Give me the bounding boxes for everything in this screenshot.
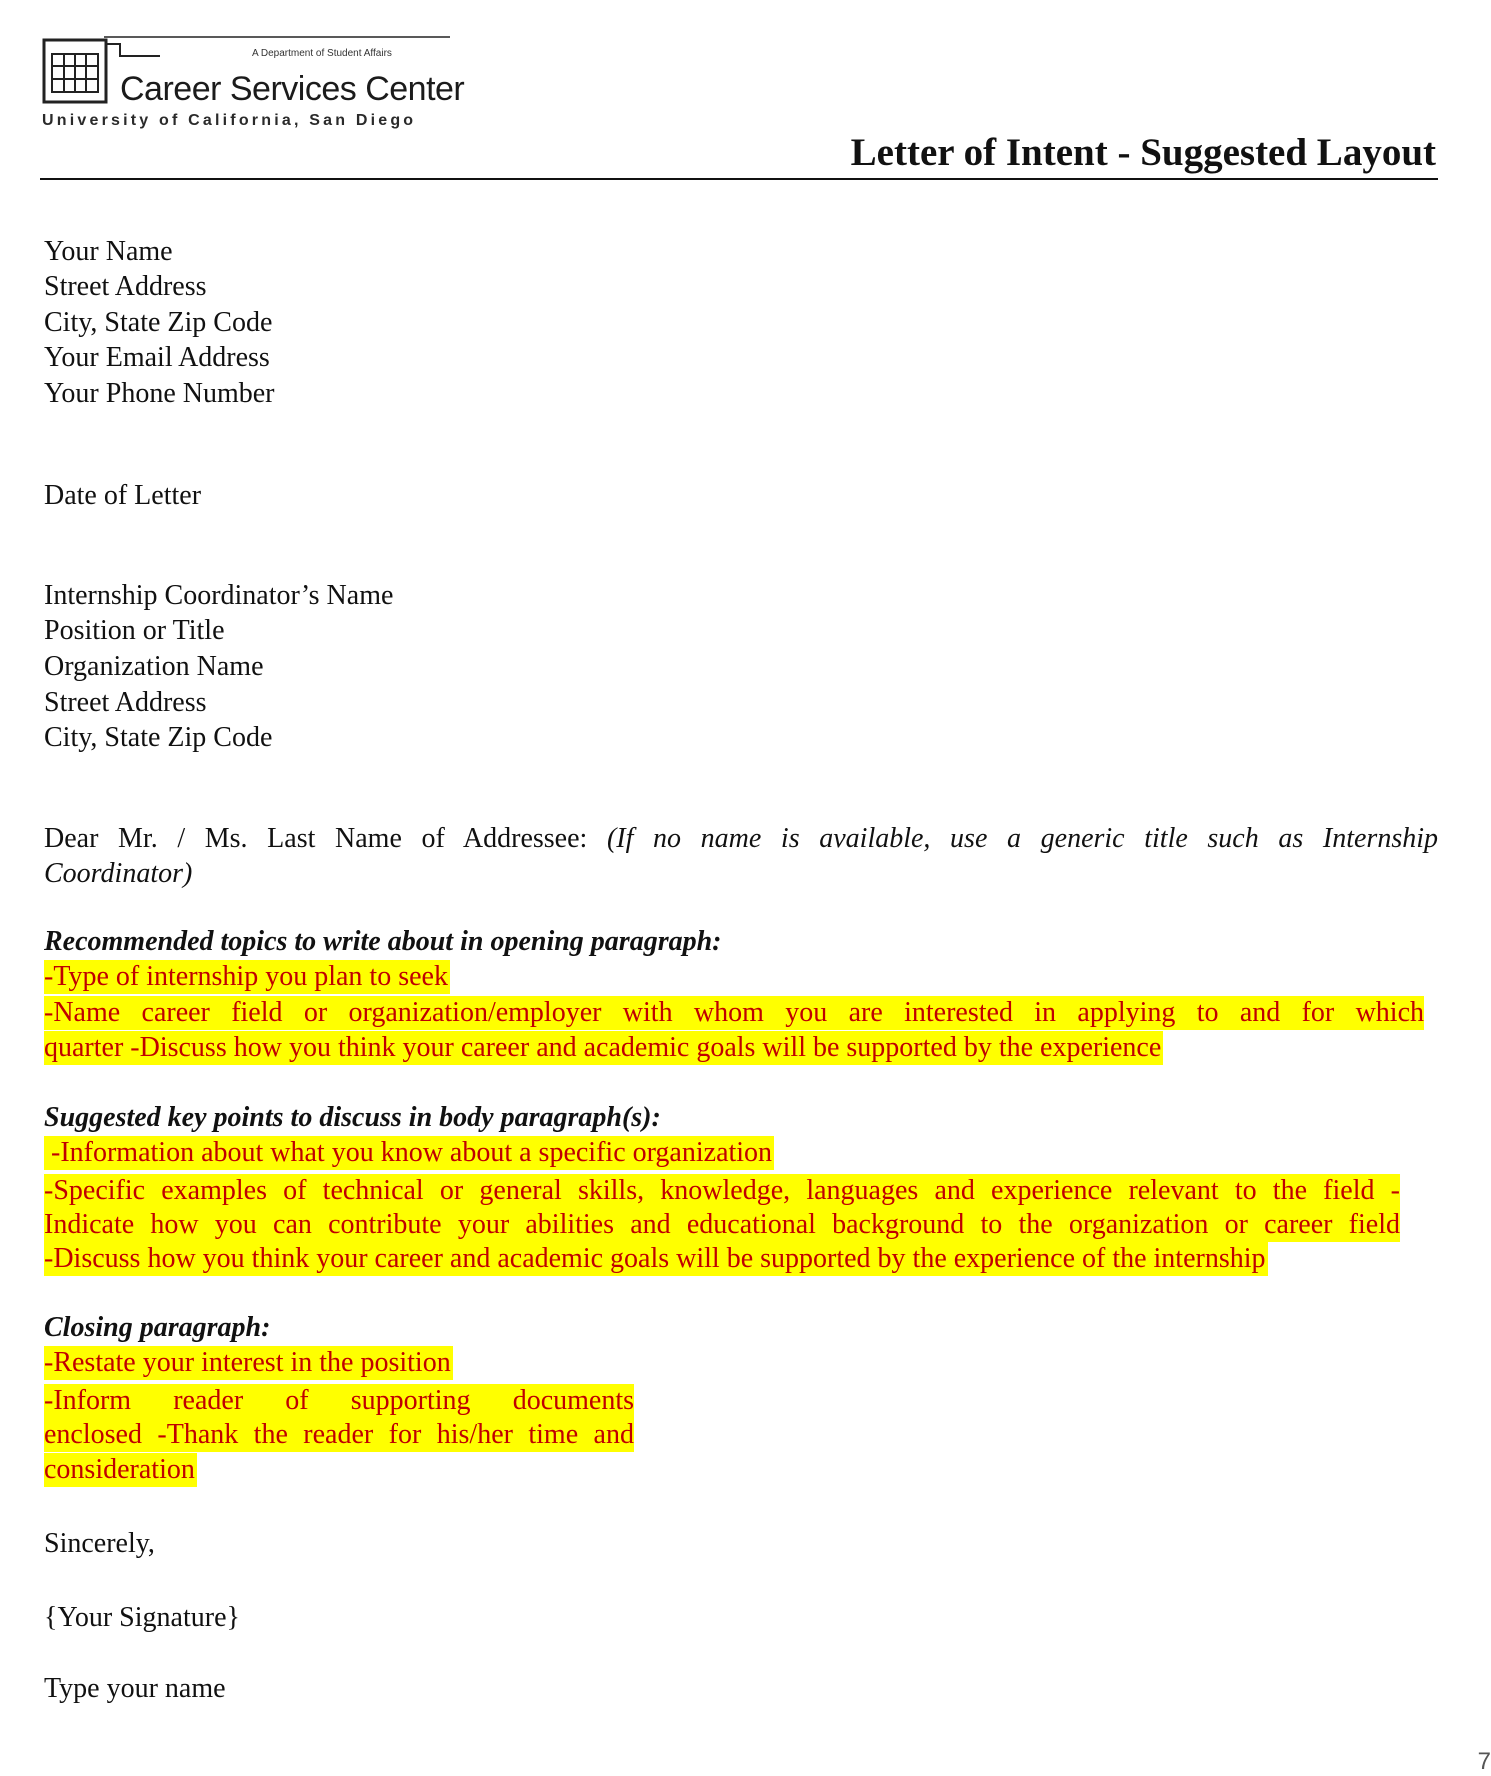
- sender-city: City, State Zip Code: [44, 307, 273, 338]
- closing-item: -Inform reader of supporting documents: [44, 1385, 634, 1416]
- recipient-position: Position or Title: [44, 615, 225, 646]
- letter-date: Date of Letter: [44, 480, 202, 511]
- closing-item: enclosed -Thank the reader for his/her time and: [44, 1419, 634, 1450]
- salutation-note: (If no name is available, use a generic title such as Internship: [606, 823, 1438, 854]
- recipient-city: City, State Zip Code: [44, 722, 273, 753]
- logo-center-name: Career Services Center: [120, 70, 465, 108]
- salutation-note-continued: Coordinator): [44, 858, 193, 889]
- title-divider: [40, 178, 1438, 180]
- opening-heading: Recommended topics to write about in opening paragraph:: [44, 926, 722, 957]
- highlighted-text: quarter -Discuss how you think your career and academic goals will be supported by the experience: [44, 1032, 1162, 1063]
- highlighted-text: -Restate your interest in the position: [44, 1347, 451, 1378]
- closing-salutation: Sincerely,: [44, 1528, 155, 1559]
- closing-heading: Closing paragraph:: [44, 1312, 271, 1343]
- logo-department-text: A Department of Student Affairs: [252, 48, 392, 59]
- body-item: [44, 1242, 1268, 1276]
- signature-placeholder: {Your Signature}: [44, 1602, 240, 1633]
- highlighted-text: -Discuss how you think your career and academic goals will be supported by the experience of the internship: [44, 1243, 1266, 1274]
- salutation-text: Dear Mr. / Ms. Last Name of Addressee:: [44, 823, 607, 854]
- sender-email: Your Email Address: [44, 342, 270, 373]
- closing-item: [44, 1453, 197, 1487]
- closing-item: [44, 1346, 453, 1380]
- body-heading: Suggested key points to discuss in body paragraph(s):: [44, 1102, 661, 1133]
- highlighted-text: -Type of internship you plan to seek: [44, 961, 448, 992]
- recipient-street: Street Address: [44, 687, 207, 718]
- recipient-name: Internship Coordinator’s Name: [44, 580, 394, 611]
- body-item: [44, 1136, 774, 1170]
- page-number: 7: [1477, 1748, 1491, 1775]
- sender-name: Your Name: [44, 236, 173, 267]
- opening-item: [44, 960, 450, 994]
- sender-street: Street Address: [44, 271, 207, 302]
- typed-name-placeholder: Type your name: [44, 1673, 226, 1704]
- body-item: -Specific examples of technical or general skills, knowledge, languages and experience relevant to the field -: [44, 1175, 1400, 1206]
- page-title: Letter of Intent - Suggested Layout: [850, 131, 1436, 174]
- logo-university: University of California, San Diego: [42, 112, 417, 129]
- highlighted-text: consideration: [44, 1454, 195, 1485]
- career-services-logo: [42, 34, 465, 134]
- body-item: Indicate how you can contribute your abilities and educational background to the organization or career field: [44, 1209, 1400, 1240]
- recipient-organization: Organization Name: [44, 651, 264, 682]
- opening-item: [44, 1031, 1163, 1065]
- highlighted-text: -Information about what you know about a specific organization: [44, 1137, 773, 1168]
- opening-item: -Name career field or organization/employer with whom you are interested in applying to and for which: [44, 997, 1424, 1028]
- sender-phone: Your Phone Number: [44, 378, 275, 409]
- salutation-line: [44, 822, 1438, 856]
